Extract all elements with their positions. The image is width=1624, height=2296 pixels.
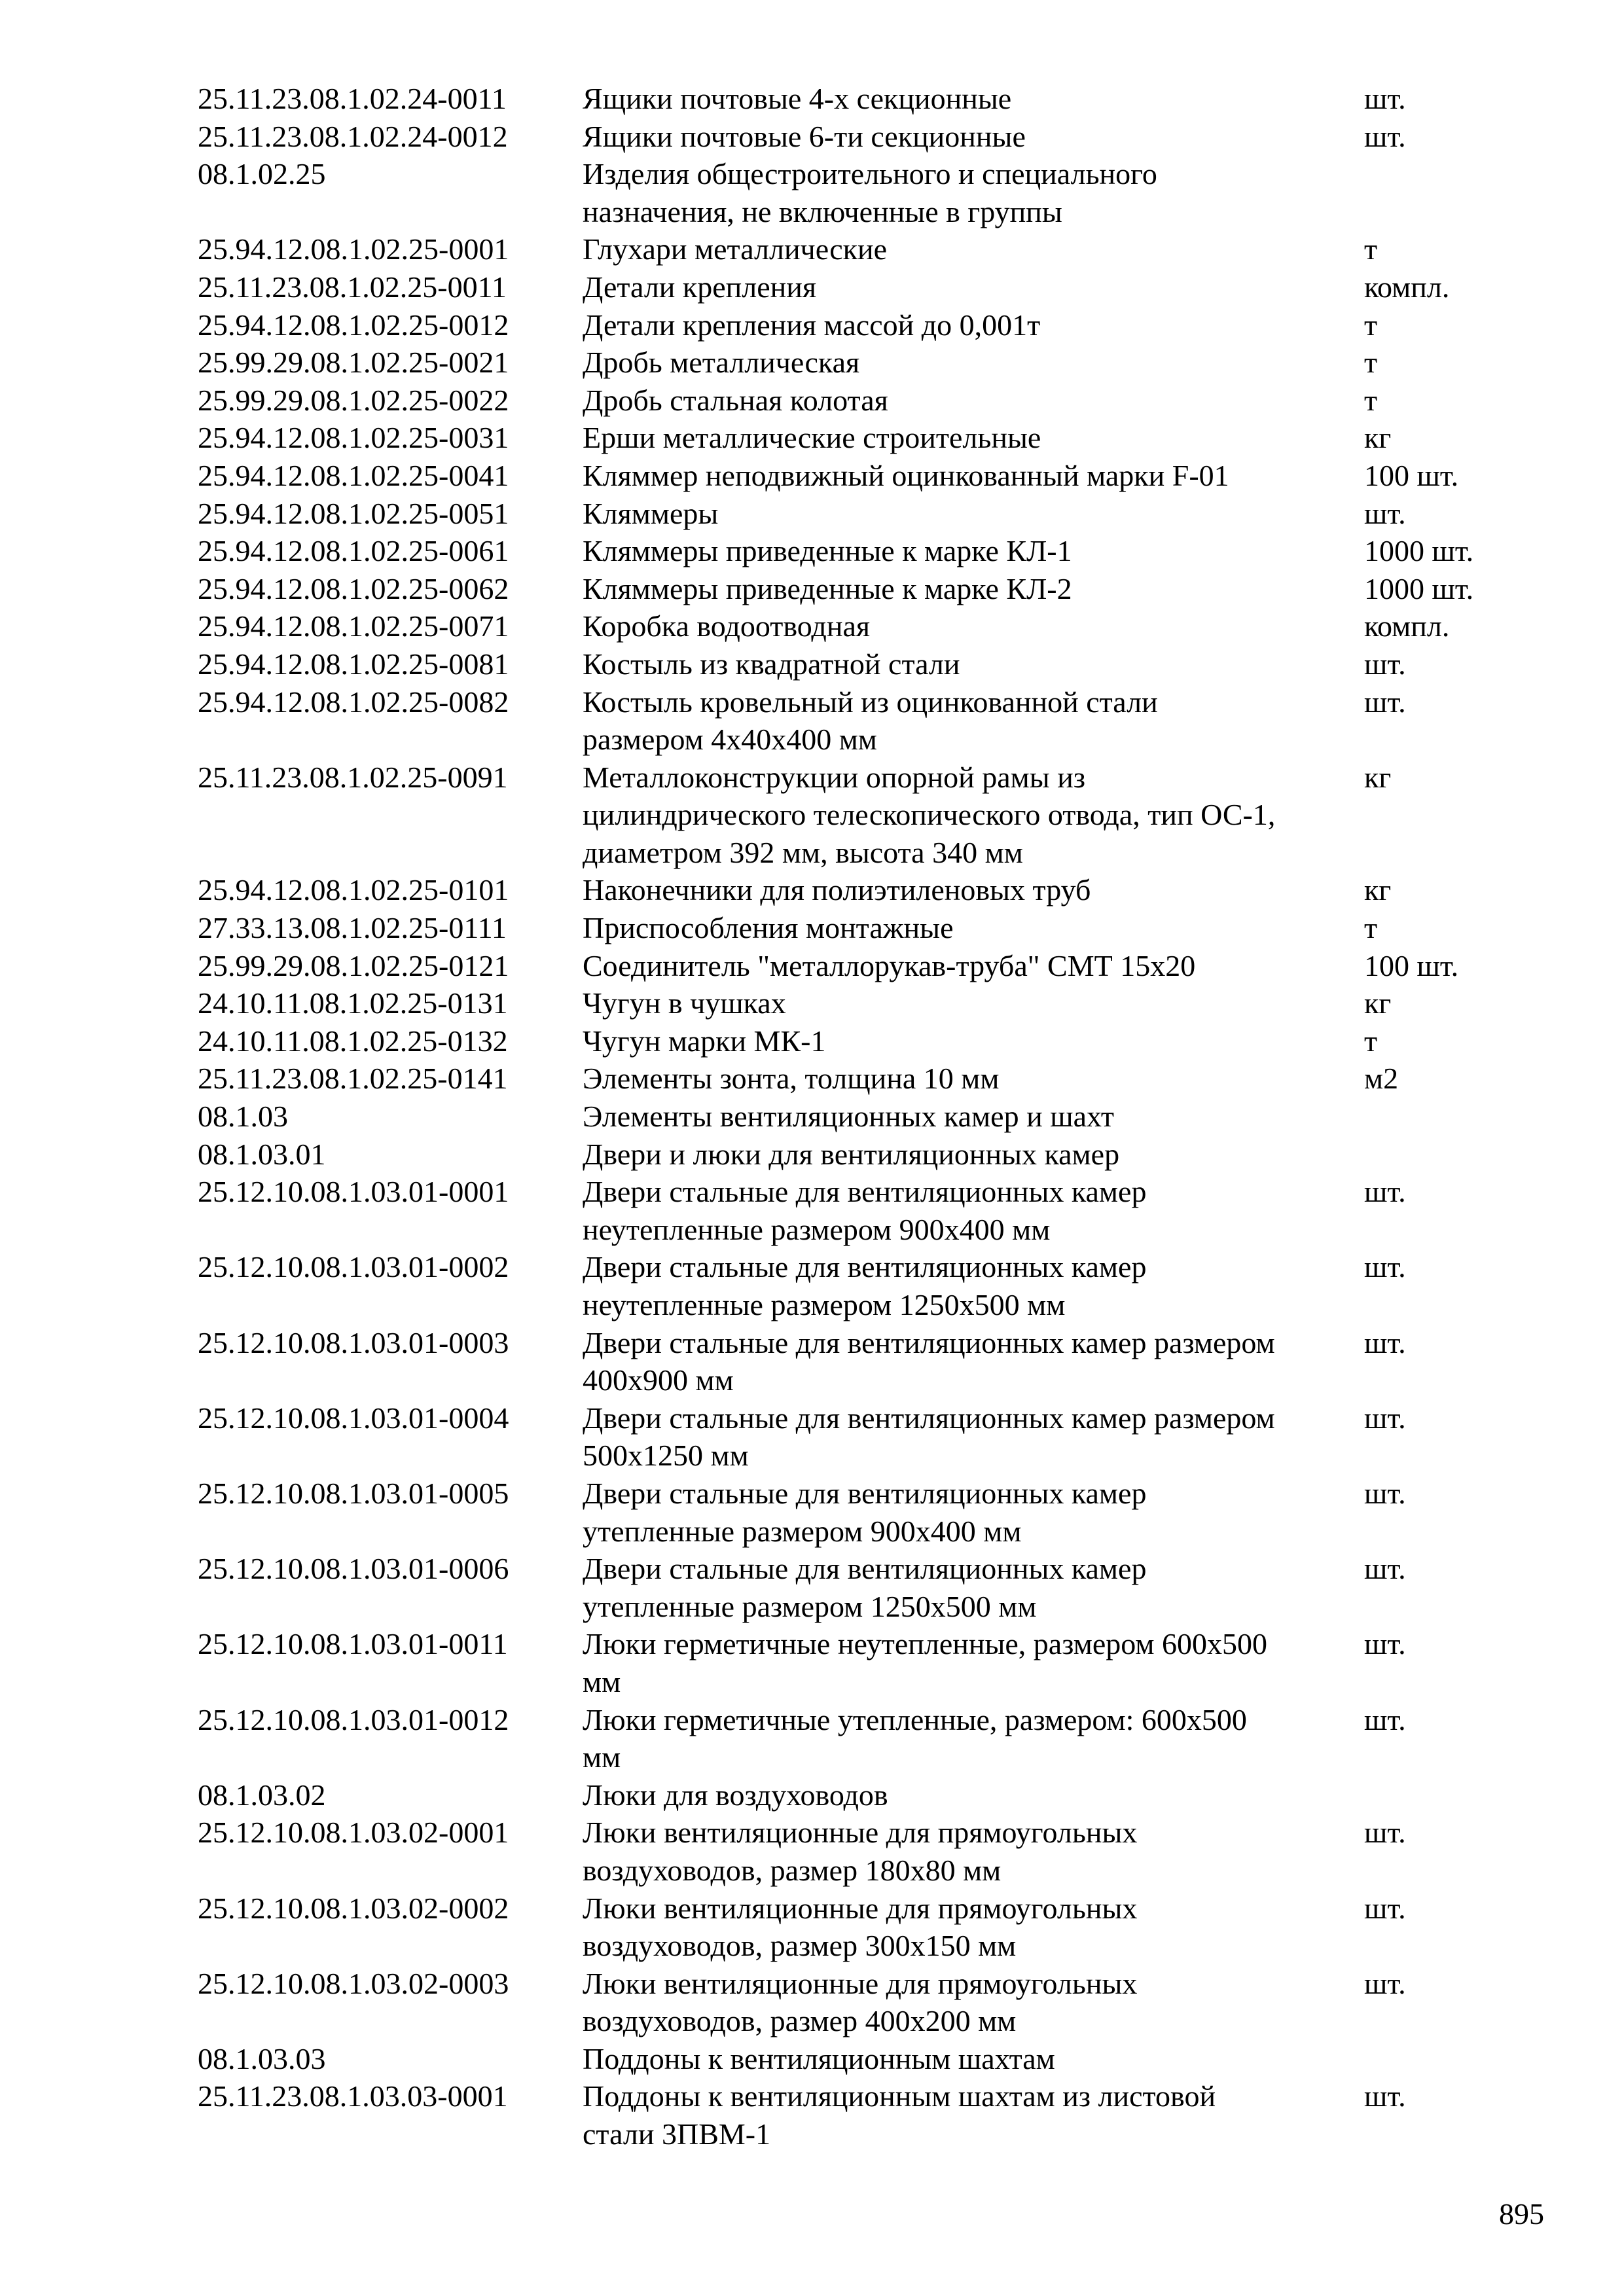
row-name: Детали крепления массой до 0,001т — [583, 308, 1041, 342]
row-unit: компл. — [1364, 609, 1450, 643]
list-row — [198, 382, 1507, 420]
row-name: Металлоконструкции опорной рамы из цилиндрического телескопического отвода, тип ОС-1, диаметром 392 мм, высота 340 мм — [583, 760, 1276, 869]
row-name: Люки вентиляционные для прямоугольных воздуховодов, размер 400х200 мм — [583, 1966, 1138, 2038]
row-unit: шт. — [1364, 1552, 1406, 1586]
row-code: 25.11.23.08.1.02.25-0011 — [198, 270, 507, 304]
row-name: Люки для воздуховодов — [583, 1778, 888, 1812]
row-unit: шт. — [1364, 496, 1406, 530]
row-code: 25.94.12.08.1.02.25-0071 — [198, 609, 509, 643]
row-unit: шт. — [1364, 1175, 1406, 1209]
row-code: 25.12.10.08.1.03.01-0012 — [198, 1702, 509, 1736]
row-code: 24.10.11.08.1.02.25-0131 — [198, 986, 508, 1020]
row-code: 25.94.12.08.1.02.25-0082 — [198, 685, 509, 719]
row-unit: т — [1364, 383, 1378, 417]
row-code: 25.12.10.08.1.03.01-0001 — [198, 1175, 509, 1209]
list-row — [198, 306, 1507, 344]
row-unit: шт. — [1364, 1250, 1406, 1284]
list-row — [198, 909, 1507, 947]
row-code: 08.1.03 — [198, 1100, 288, 1134]
row-name: Двери стальные для вентиляционных камер неутепленные размером 1250х500 мм — [583, 1250, 1147, 1321]
row-name: Люки герметичные неутепленные, размером 600х500 мм — [583, 1627, 1267, 1698]
list-row — [198, 1060, 1507, 1098]
list-row — [198, 268, 1507, 306]
row-unit: шт. — [1364, 2079, 1406, 2113]
row-name: Дробь стальная колотая — [583, 383, 888, 417]
row-code: 25.11.23.08.1.02.25-0091 — [198, 760, 508, 794]
row-unit: 1000 шт. — [1364, 571, 1474, 605]
row-unit: т — [1364, 1024, 1378, 1058]
resource-list — [198, 80, 1507, 2153]
row-name: Поддоны к вентиляционным шахтам из листовой стали 3ПВМ-1 — [583, 2079, 1216, 2151]
row-name: Двери стальные для вентиляционных камер утепленные размером 1250х500 мм — [583, 1552, 1147, 1623]
row-name: Наконечники для полиэтиленовых труб — [583, 873, 1091, 907]
row-name: Дробь металлическая — [583, 346, 860, 380]
list-row — [198, 947, 1507, 985]
section-heading-row — [198, 2040, 1507, 2078]
row-name: Изделия общестроительного и специального назначения, не включенные в группы — [583, 157, 1157, 228]
row-unit: кг — [1364, 760, 1392, 794]
row-name: Коробка водоотводная — [583, 609, 871, 643]
row-name: Ящики почтовые 6-ти секционные — [583, 119, 1026, 153]
row-unit: шт. — [1364, 685, 1406, 719]
row-name: Детали крепления — [583, 270, 817, 304]
list-row — [198, 2077, 1507, 2153]
list-row — [198, 984, 1507, 1022]
row-code: 25.99.29.08.1.02.25-0022 — [198, 383, 509, 417]
row-name: Элементы вентиляционных камер и шахт — [583, 1100, 1114, 1134]
row-name: Люки герметичные утепленные, размером: 600х500 мм — [583, 1702, 1247, 1774]
row-unit: шт. — [1364, 1476, 1406, 1510]
row-code: 25.12.10.08.1.03.01-0004 — [198, 1401, 509, 1435]
row-unit: т — [1364, 911, 1378, 945]
row-unit: шт. — [1364, 82, 1406, 115]
list-row — [198, 344, 1507, 382]
row-unit: шт. — [1364, 1816, 1406, 1850]
list-row — [198, 1475, 1507, 1550]
row-unit: т — [1364, 308, 1378, 342]
row-unit: кг — [1364, 421, 1392, 455]
row-code: 25.99.29.08.1.02.25-0121 — [198, 948, 509, 982]
row-code: 25.12.10.08.1.03.01-0003 — [198, 1325, 509, 1359]
row-unit: 100 шт. — [1364, 948, 1459, 982]
list-row — [198, 871, 1507, 909]
list-row — [198, 1701, 1507, 1776]
row-name: Двери стальные для вентиляционных камер утепленные размером 900х400 мм — [583, 1476, 1147, 1548]
row-name: Люки вентиляционные для прямоугольных воздуховодов, размер 300х150 мм — [583, 1891, 1138, 1963]
row-code: 25.94.12.08.1.02.25-0031 — [198, 421, 509, 455]
list-row — [198, 1022, 1507, 1060]
row-name: Двери стальные для вентиляционных камер размером 400х900 мм — [583, 1325, 1275, 1397]
row-unit: кг — [1364, 986, 1392, 1020]
list-row — [198, 419, 1507, 457]
row-code: 25.94.12.08.1.02.25-0081 — [198, 647, 509, 681]
row-code: 25.11.23.08.1.02.24-0012 — [198, 119, 508, 153]
row-code: 25.11.23.08.1.02.24-0011 — [198, 82, 507, 115]
list-row — [198, 1814, 1507, 1889]
row-code: 08.1.02.25 — [198, 157, 326, 191]
row-code: 24.10.11.08.1.02.25-0132 — [198, 1024, 508, 1058]
row-name: Поддоны к вентиляционным шахтам — [583, 2041, 1055, 2075]
row-unit: шт. — [1364, 119, 1406, 153]
list-row — [198, 683, 1507, 759]
section-heading-row — [198, 1136, 1507, 1174]
list-row — [198, 230, 1507, 268]
row-name: Двери стальные для вентиляционных камер размером 500х1250 мм — [583, 1401, 1275, 1473]
list-row — [198, 80, 1507, 118]
row-unit: кг — [1364, 873, 1392, 907]
row-code: 25.94.12.08.1.02.25-0001 — [198, 232, 509, 266]
row-code: 25.94.12.08.1.02.25-0101 — [198, 873, 509, 907]
list-row — [198, 645, 1507, 683]
row-code: 25.12.10.08.1.03.01-0011 — [198, 1627, 508, 1661]
row-unit: шт. — [1364, 1966, 1406, 2000]
section-heading-row — [198, 1776, 1507, 1814]
row-code: 25.12.10.08.1.03.02-0001 — [198, 1816, 509, 1850]
list-row — [198, 1625, 1507, 1700]
list-row — [198, 1173, 1507, 1248]
row-unit: м2 — [1364, 1062, 1399, 1096]
row-name: Кляммеры приведенные к марке КЛ-1 — [583, 534, 1072, 568]
row-unit: шт. — [1364, 1325, 1406, 1359]
row-code: 25.94.12.08.1.02.25-0041 — [198, 458, 509, 492]
row-unit: шт. — [1364, 1627, 1406, 1661]
list-row — [198, 532, 1507, 570]
row-name: Глухари металлические — [583, 232, 888, 266]
row-unit: 100 шт. — [1364, 458, 1459, 492]
row-code: 25.11.23.08.1.02.25-0141 — [198, 1062, 508, 1096]
row-code: 25.12.10.08.1.03.02-0003 — [198, 1966, 509, 2000]
list-row — [198, 1248, 1507, 1323]
list-row — [198, 1965, 1507, 2040]
row-unit: шт. — [1364, 1891, 1406, 1925]
list-row — [198, 118, 1507, 156]
list-row — [198, 457, 1507, 495]
row-unit: т — [1364, 346, 1378, 380]
row-name: Кляммер неподвижный оцинкованный марки F-01 — [583, 458, 1229, 492]
row-code: 25.12.10.08.1.03.01-0005 — [198, 1476, 509, 1510]
row-unit: 1000 шт. — [1364, 534, 1474, 568]
row-unit: шт. — [1364, 1401, 1406, 1435]
row-code: 25.94.12.08.1.02.25-0051 — [198, 496, 509, 530]
page-number: 895 — [1499, 2197, 1544, 2231]
row-code: 25.94.12.08.1.02.25-0012 — [198, 308, 509, 342]
row-unit: т — [1364, 232, 1378, 266]
row-code: 25.99.29.08.1.02.25-0021 — [198, 346, 509, 380]
list-row — [198, 570, 1507, 608]
row-code: 08.1.03.03 — [198, 2041, 326, 2075]
row-code: 25.12.10.08.1.03.02-0002 — [198, 1891, 509, 1925]
list-row — [198, 1399, 1507, 1475]
row-code: 08.1.03.01 — [198, 1137, 326, 1171]
row-name: Приспособления монтажные — [583, 911, 954, 945]
row-code: 25.11.23.08.1.03.03-0001 — [198, 2079, 508, 2113]
list-row — [198, 607, 1507, 645]
row-name: Чугун в чушках — [583, 986, 786, 1020]
list-row — [198, 1550, 1507, 1625]
list-row — [198, 759, 1507, 872]
list-row — [198, 1890, 1507, 1965]
row-name: Ерши металлические строительные — [583, 421, 1041, 455]
list-row — [198, 1324, 1507, 1399]
row-code: 25.94.12.08.1.02.25-0061 — [198, 534, 509, 568]
row-name: Чугун марки МК-1 — [583, 1024, 826, 1058]
row-name: Костыль кровельный из оцинкованной стали размером 4х40х400 мм — [583, 685, 1158, 757]
section-heading-row — [198, 1098, 1507, 1136]
row-name: Ящики почтовые 4-х секционные — [583, 82, 1012, 115]
row-name: Кляммеры приведенные к марке КЛ-2 — [583, 571, 1072, 605]
row-code: 25.12.10.08.1.03.01-0002 — [198, 1250, 509, 1284]
row-unit: шт. — [1364, 1702, 1406, 1736]
row-code: 25.94.12.08.1.02.25-0062 — [198, 571, 509, 605]
row-name: Кляммеры — [583, 496, 719, 530]
row-name: Элементы зонта, толщина 10 мм — [583, 1062, 1000, 1096]
row-name: Двери стальные для вентиляционных камер неутепленные размером 900х400 мм — [583, 1175, 1147, 1246]
row-code: 27.33.13.08.1.02.25-0111 — [198, 911, 507, 945]
list-row — [198, 495, 1507, 533]
row-code: 08.1.03.02 — [198, 1778, 326, 1812]
row-name: Люки вентиляционные для прямоугольных воздуховодов, размер 180х80 мм — [583, 1816, 1138, 1887]
row-unit: компл. — [1364, 270, 1450, 304]
row-name: Соединитель "металлорукав-труба" СМТ 15х20 — [583, 948, 1196, 982]
row-unit: шт. — [1364, 647, 1406, 681]
row-name: Двери и люки для вентиляционных камер — [583, 1137, 1120, 1171]
section-heading-row — [198, 155, 1507, 230]
row-name: Костыль из квадратной стали — [583, 647, 960, 681]
row-code: 25.12.10.08.1.03.01-0006 — [198, 1552, 509, 1586]
